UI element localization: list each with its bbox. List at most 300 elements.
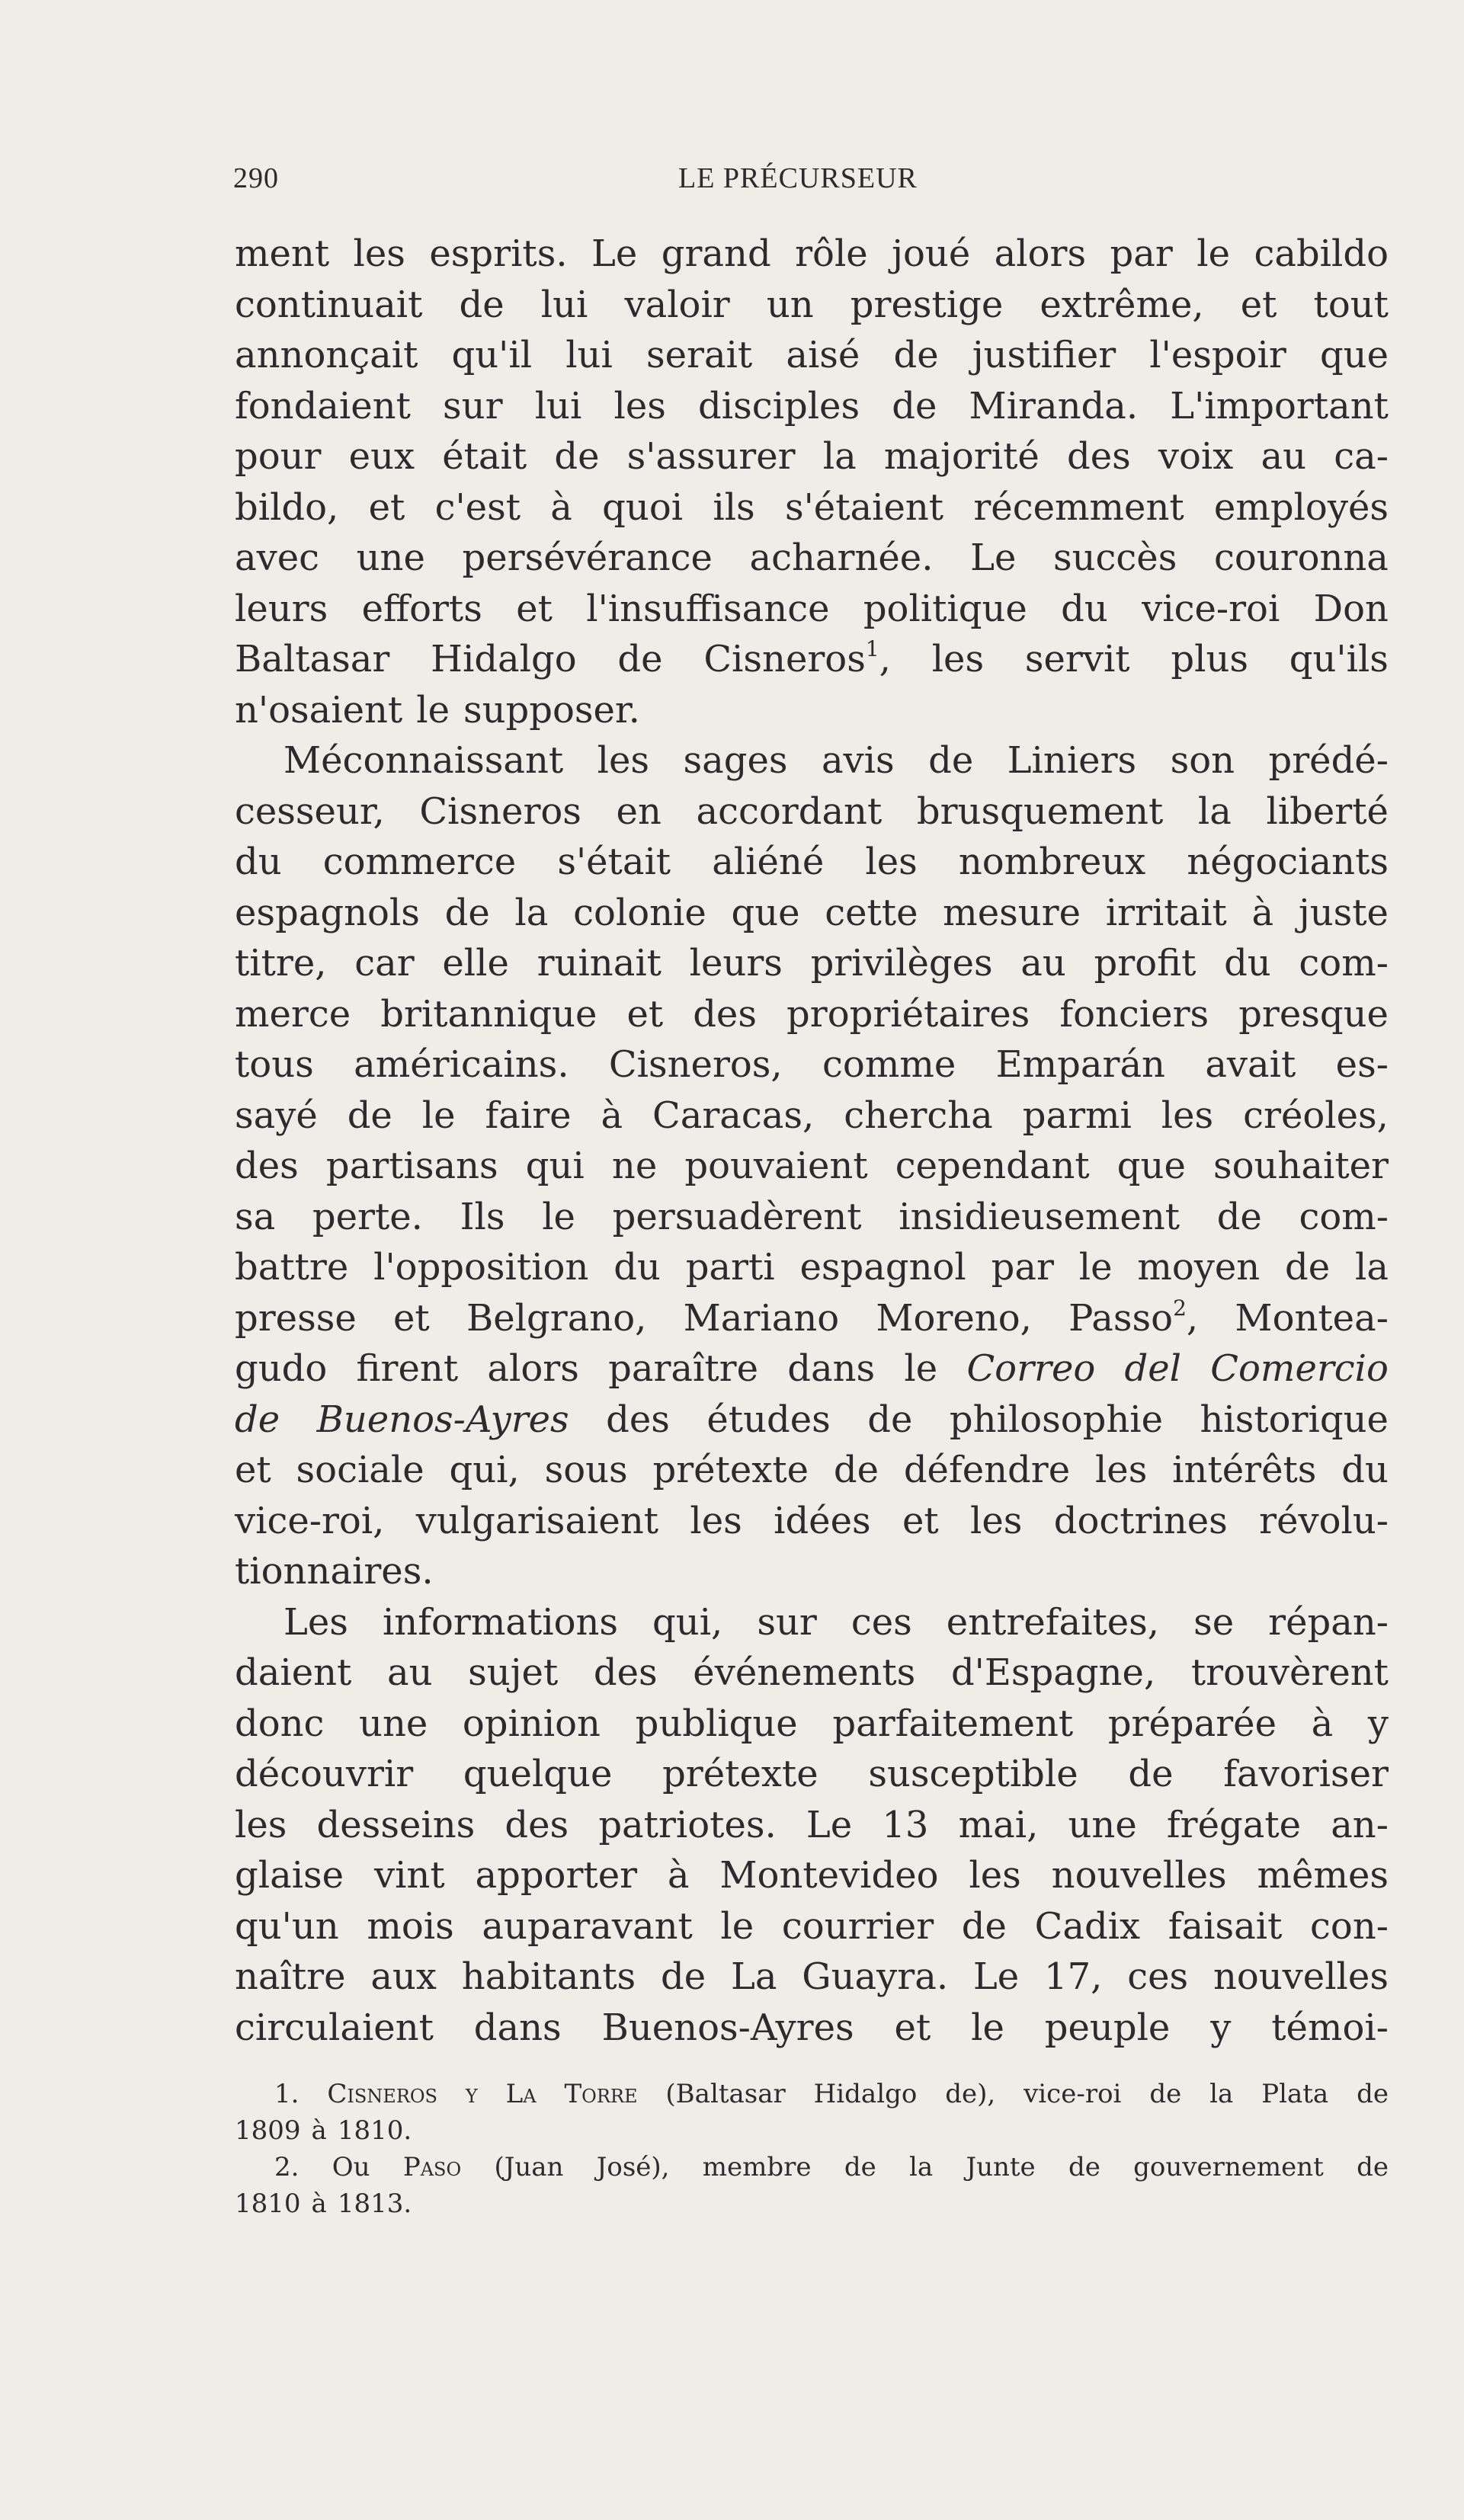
word: et xyxy=(626,992,664,1036)
word: faire xyxy=(485,1093,572,1137)
italic-word: de xyxy=(235,1398,280,1441)
word: le xyxy=(542,1195,575,1238)
word: défendre xyxy=(903,1449,1071,1491)
word: la xyxy=(1355,1246,1389,1289)
word: les xyxy=(235,1803,287,1846)
word: juste xyxy=(1298,891,1389,934)
text-line xyxy=(235,482,1389,533)
word: lui xyxy=(534,384,582,427)
text-line xyxy=(235,1546,1389,1597)
word: 1813. xyxy=(337,2189,412,2219)
word: avis xyxy=(821,739,895,782)
word: presse xyxy=(235,1296,357,1340)
word: tionnaires. xyxy=(235,1550,434,1593)
word: se xyxy=(1193,1600,1235,1644)
word: Cisneros xyxy=(419,789,581,833)
word: Plata xyxy=(1261,2079,1329,2109)
word: Moreno, xyxy=(876,1296,1032,1340)
word: aisé xyxy=(786,334,860,376)
word: chercha xyxy=(844,1093,993,1137)
word: faisait xyxy=(1168,1904,1283,1948)
word: Hidalgo xyxy=(813,2079,918,2109)
word: prédé- xyxy=(1268,739,1389,782)
word: Cisneros$^1$, xyxy=(703,636,891,680)
word: les xyxy=(931,638,985,680)
text-line xyxy=(235,1242,1389,1293)
word: courrier xyxy=(781,1904,934,1948)
word: de xyxy=(1149,2079,1182,2109)
word: à xyxy=(601,1093,623,1137)
word: apporter xyxy=(475,1854,638,1897)
word: quelque xyxy=(463,1753,613,1795)
footnote-reference: 1 xyxy=(865,636,879,661)
word: historique xyxy=(1200,1398,1389,1441)
word: à xyxy=(1311,1702,1334,1745)
word: informations xyxy=(382,1600,619,1644)
word: persuadèrent xyxy=(612,1195,862,1238)
word: à xyxy=(311,2115,327,2146)
word: n'osaient xyxy=(235,688,403,732)
word: de xyxy=(928,739,974,782)
word: elle xyxy=(442,942,509,985)
word: s'étaient xyxy=(784,485,944,529)
word: et xyxy=(235,1449,271,1491)
word: extrême, xyxy=(1040,283,1204,326)
word: daient xyxy=(235,1651,352,1694)
word: mai, xyxy=(958,1803,1039,1846)
text-line xyxy=(235,431,1389,482)
word: alors xyxy=(994,232,1087,275)
word: Don xyxy=(1313,587,1389,630)
word: avec xyxy=(235,536,320,579)
word: vice-roi, xyxy=(235,1499,385,1542)
italic-word: Correo xyxy=(966,1347,1096,1390)
word: parmi xyxy=(1022,1093,1132,1137)
text-line xyxy=(235,330,1389,381)
word: un xyxy=(766,283,814,326)
word: les xyxy=(969,1854,1021,1897)
word: 1809 xyxy=(235,2115,301,2146)
word: de xyxy=(961,1904,1007,1948)
word: prestige xyxy=(850,283,1004,326)
word: le xyxy=(971,2006,1004,2049)
word: des xyxy=(593,1651,658,1694)
word: du xyxy=(1341,1449,1389,1491)
word: Buenos-Ayres xyxy=(601,2006,854,2049)
word: de xyxy=(1357,2079,1389,2109)
word: nombreux xyxy=(958,841,1146,883)
word: trouvèrent xyxy=(1190,1651,1389,1694)
word: sa xyxy=(235,1195,276,1238)
word: vint xyxy=(373,1854,445,1897)
word: colonie xyxy=(573,891,706,934)
word: Le xyxy=(591,232,638,275)
word: de xyxy=(459,283,505,326)
word: privilèges xyxy=(810,942,993,985)
word: de xyxy=(892,384,937,427)
word: ne xyxy=(611,1145,658,1187)
italic-word: Comercio xyxy=(1210,1347,1389,1390)
word: Montea- xyxy=(1235,1296,1389,1340)
word: y xyxy=(1367,1702,1389,1745)
word: sous xyxy=(544,1449,628,1491)
word: des xyxy=(235,1145,299,1187)
word: événements xyxy=(693,1651,916,1694)
word: dans xyxy=(473,2006,562,2049)
word: récemment xyxy=(973,485,1184,529)
word: l'espoir xyxy=(1149,334,1286,376)
word: Le xyxy=(970,536,1017,579)
italic-word: Buenos-Ayres xyxy=(316,1398,569,1441)
footnote-line xyxy=(235,2149,1389,2185)
word: britannique xyxy=(380,992,597,1036)
word: desseins xyxy=(316,1803,476,1846)
word: Le xyxy=(806,1803,853,1846)
word: vice-roi xyxy=(1024,2079,1122,2109)
text-line xyxy=(235,1394,1389,1446)
word: Mariano xyxy=(683,1296,840,1340)
word: leurs xyxy=(235,587,328,630)
word: ca- xyxy=(1334,435,1389,478)
word: souhaiter xyxy=(1213,1145,1389,1187)
word: sur xyxy=(757,1600,817,1644)
text-line xyxy=(235,1293,1389,1344)
word: fondaient xyxy=(235,384,411,427)
word: (Juan xyxy=(494,2152,564,2182)
word: qu'ils xyxy=(1289,638,1389,680)
footnote-line xyxy=(235,2076,1389,2112)
word: merce xyxy=(235,992,351,1036)
word: qui, xyxy=(449,1449,520,1491)
word: révolu- xyxy=(1259,1499,1389,1542)
word: le xyxy=(720,1904,754,1948)
word: quoi xyxy=(602,485,684,529)
word: circulaient xyxy=(235,2006,434,2049)
word: profit xyxy=(1094,942,1197,985)
word: supposer. xyxy=(463,688,640,732)
word: partisans xyxy=(325,1145,498,1187)
word: ces xyxy=(851,1600,912,1644)
text-line xyxy=(235,1496,1389,1547)
word: aliéné xyxy=(712,841,825,883)
word: du xyxy=(1224,942,1271,985)
word: Guayra. xyxy=(802,1955,949,1998)
word: Cisneros, xyxy=(608,1043,783,1086)
word: sociale xyxy=(296,1449,424,1491)
word: et xyxy=(368,485,405,529)
smallcaps-word: Cisneros xyxy=(327,2079,438,2109)
word: car xyxy=(354,942,415,985)
word: au xyxy=(1020,942,1066,985)
word: du xyxy=(613,1246,661,1289)
word: alors xyxy=(487,1347,579,1390)
page-number: 290 xyxy=(233,162,279,194)
word: répan- xyxy=(1268,1600,1389,1644)
word: Belgrano, xyxy=(466,1296,647,1340)
text-line xyxy=(235,634,1389,685)
word: sujet xyxy=(468,1651,559,1694)
word: ces xyxy=(1127,1955,1189,1998)
text-line xyxy=(235,2003,1389,2054)
word: frégate xyxy=(1166,1803,1302,1846)
text-line xyxy=(235,735,1389,786)
word: s'était xyxy=(557,841,671,883)
italic-word: del xyxy=(1124,1347,1182,1390)
word: serait xyxy=(646,334,753,376)
word: lui xyxy=(540,283,588,326)
smallcaps-word: Paso xyxy=(402,2152,462,2182)
word: perte. xyxy=(312,1195,423,1238)
text-line xyxy=(235,1800,1389,1851)
word: bildo, xyxy=(235,485,339,529)
word: à xyxy=(667,1854,690,1897)
word: une xyxy=(1068,1803,1137,1846)
word: glaise xyxy=(235,1854,344,1897)
word: rôle xyxy=(795,232,868,275)
word: les xyxy=(1161,1093,1214,1137)
word: l'insuffisance xyxy=(586,587,830,630)
word: aux xyxy=(370,1955,437,1998)
word: de xyxy=(444,891,490,934)
word: intérêts xyxy=(1172,1449,1317,1491)
word: la xyxy=(822,435,857,478)
text-line xyxy=(235,989,1389,1040)
word: pouvaient xyxy=(684,1145,868,1187)
word: battre xyxy=(235,1246,349,1289)
word: Cadix xyxy=(1034,1904,1141,1948)
word: voix xyxy=(1158,435,1234,478)
word: pour xyxy=(235,435,322,478)
word: commerce xyxy=(322,841,517,883)
text-line xyxy=(235,1901,1389,1952)
text-line xyxy=(235,1749,1389,1800)
text-line xyxy=(235,685,1389,736)
text-line xyxy=(235,1141,1389,1192)
word: de xyxy=(833,1449,879,1491)
word: qui, xyxy=(652,1600,723,1644)
word: esprits. xyxy=(429,232,568,275)
word: qu'un xyxy=(235,1904,339,1948)
word: membre xyxy=(702,2152,812,2182)
word: parfaitement xyxy=(832,1702,1074,1745)
word: les xyxy=(690,1499,742,1542)
text-line xyxy=(235,1445,1389,1496)
word: vice-roi xyxy=(1142,587,1280,630)
text-line xyxy=(235,280,1389,331)
word: justifier xyxy=(972,334,1116,376)
word: prétexte xyxy=(652,1449,809,1491)
word: son xyxy=(1170,739,1235,782)
word: qu'il xyxy=(451,334,533,376)
word: s'assurer xyxy=(626,435,796,478)
word: La xyxy=(730,1955,777,1998)
text-line xyxy=(235,533,1389,584)
word: que xyxy=(1319,334,1389,376)
word: des xyxy=(505,1803,569,1846)
word: de xyxy=(1216,1195,1262,1238)
word: prétexte xyxy=(662,1753,818,1795)
word: Caracas, xyxy=(652,1093,815,1137)
word: lui xyxy=(565,334,613,376)
word: que xyxy=(731,891,800,934)
word: employés xyxy=(1213,485,1389,529)
word: de xyxy=(554,435,600,478)
word: de), xyxy=(945,2079,996,2109)
word: sur xyxy=(443,384,503,427)
word: que xyxy=(1116,1145,1186,1187)
word: Ou xyxy=(332,2152,370,2182)
word: de xyxy=(347,1093,392,1137)
word: de xyxy=(867,1398,913,1441)
word: es- xyxy=(1335,1043,1389,1086)
smallcaps-word: y xyxy=(465,2079,478,2109)
word: le xyxy=(1078,1246,1113,1289)
word: Méconnaissant xyxy=(284,739,564,782)
word: les xyxy=(613,384,666,427)
word: 1. xyxy=(274,2079,300,2109)
word: Hidalgo xyxy=(431,638,577,680)
word: les xyxy=(353,232,405,275)
word: ils xyxy=(713,485,755,529)
word: tout xyxy=(1313,283,1389,326)
word: gouvernement xyxy=(1133,2152,1324,2182)
word: Passo$^2$, xyxy=(1068,1295,1199,1340)
word: négociants xyxy=(1187,841,1389,883)
word: vulgarisaient xyxy=(415,1499,659,1542)
word: (Baltasar xyxy=(665,2079,786,2109)
word: fonciers xyxy=(1059,992,1209,1036)
word: auparavant xyxy=(482,1904,693,1948)
word: Ils xyxy=(460,1195,505,1238)
word: eux xyxy=(348,435,415,478)
word: an- xyxy=(1331,1803,1389,1846)
word: le xyxy=(1197,232,1231,275)
word: du xyxy=(235,841,282,883)
word: persévérance xyxy=(462,536,713,579)
word: Montevideo xyxy=(719,1854,939,1897)
word: idées xyxy=(774,1499,871,1542)
word: les xyxy=(865,841,918,883)
word: com- xyxy=(1299,1195,1389,1238)
text-line xyxy=(235,1343,1389,1394)
footnote-line xyxy=(235,2112,1389,2149)
word: publique xyxy=(635,1702,798,1745)
word: Le xyxy=(972,1955,1020,1998)
word: propriétaires xyxy=(786,992,1030,1036)
word: insidieusement xyxy=(899,1195,1180,1238)
word: mêmes xyxy=(1257,1854,1389,1897)
text-line xyxy=(235,938,1389,989)
word: Les xyxy=(284,1600,348,1644)
footnotes xyxy=(235,2076,1389,2222)
word: sages xyxy=(683,739,788,782)
word: américains. xyxy=(354,1043,569,1086)
word: patriotes. xyxy=(598,1803,777,1846)
word: une xyxy=(356,536,425,579)
word: la xyxy=(1197,789,1232,833)
word: Emparán xyxy=(995,1043,1165,1086)
word: créoles, xyxy=(1243,1093,1389,1137)
word: l'opposition xyxy=(373,1246,589,1289)
word: nouvelles xyxy=(1051,1854,1227,1897)
word: 1810. xyxy=(337,2115,412,2146)
word: couronna xyxy=(1213,536,1389,579)
text-line xyxy=(235,229,1389,280)
word: espagnol xyxy=(799,1246,966,1289)
word: opinion xyxy=(462,1702,601,1745)
word: études xyxy=(706,1398,831,1441)
word: habitants xyxy=(461,1955,636,1998)
word: succès xyxy=(1052,536,1177,579)
word: titre, xyxy=(235,942,327,985)
smallcaps-word: La xyxy=(505,2079,537,2109)
word: cesseur, xyxy=(235,789,385,833)
footnote-line xyxy=(235,2185,1389,2222)
footnote-reference: 2 xyxy=(1173,1295,1187,1321)
word: Junte xyxy=(966,2152,1036,2182)
word: espagnols xyxy=(235,891,420,934)
word: avait xyxy=(1205,1043,1296,1086)
word: les xyxy=(970,1499,1023,1542)
word: en xyxy=(616,789,662,833)
word: accordant xyxy=(696,789,883,833)
word: le xyxy=(421,1093,456,1137)
word: efforts xyxy=(361,587,482,630)
word: acharnée. xyxy=(749,536,934,579)
word: José), xyxy=(596,2152,670,2182)
word: doctrines xyxy=(1053,1499,1228,1542)
smallcaps-word: Torre xyxy=(564,2079,638,2109)
word: qui xyxy=(525,1145,585,1187)
running-head: LE PRÉCURSEUR xyxy=(678,162,918,194)
word: Liniers xyxy=(1007,739,1137,782)
word: grand xyxy=(661,232,771,275)
word: servit xyxy=(1024,638,1130,680)
word: parti xyxy=(685,1246,775,1289)
word: firent xyxy=(356,1347,459,1390)
word: de xyxy=(1357,2152,1389,2182)
text-line xyxy=(235,1039,1389,1090)
word: des xyxy=(1066,435,1131,478)
word: de xyxy=(1285,1246,1331,1289)
word: y xyxy=(1210,2006,1232,2049)
word: du xyxy=(1061,587,1108,630)
word: de xyxy=(660,1955,706,1998)
word: ment xyxy=(235,232,330,275)
word: à xyxy=(1251,891,1274,934)
text-line xyxy=(235,837,1389,888)
text-line xyxy=(235,1647,1389,1699)
text-line xyxy=(235,381,1389,432)
word: des xyxy=(693,992,757,1036)
word: brusquement xyxy=(916,789,1164,833)
word: nouvelles xyxy=(1213,1955,1389,1998)
word: donc xyxy=(235,1702,325,1745)
word: 2. xyxy=(274,2152,300,2182)
text-line xyxy=(235,786,1389,837)
word: joué xyxy=(892,232,971,275)
word: et xyxy=(1240,283,1277,326)
word: ruinait xyxy=(537,942,662,985)
word: et xyxy=(894,2006,931,2049)
word: 13 xyxy=(882,1803,929,1846)
text-line xyxy=(235,1192,1389,1243)
word: annonçait xyxy=(235,334,418,376)
word: L'important xyxy=(1170,384,1389,427)
word: les xyxy=(1094,1449,1148,1491)
word: la xyxy=(514,891,549,934)
word: était xyxy=(442,435,527,478)
